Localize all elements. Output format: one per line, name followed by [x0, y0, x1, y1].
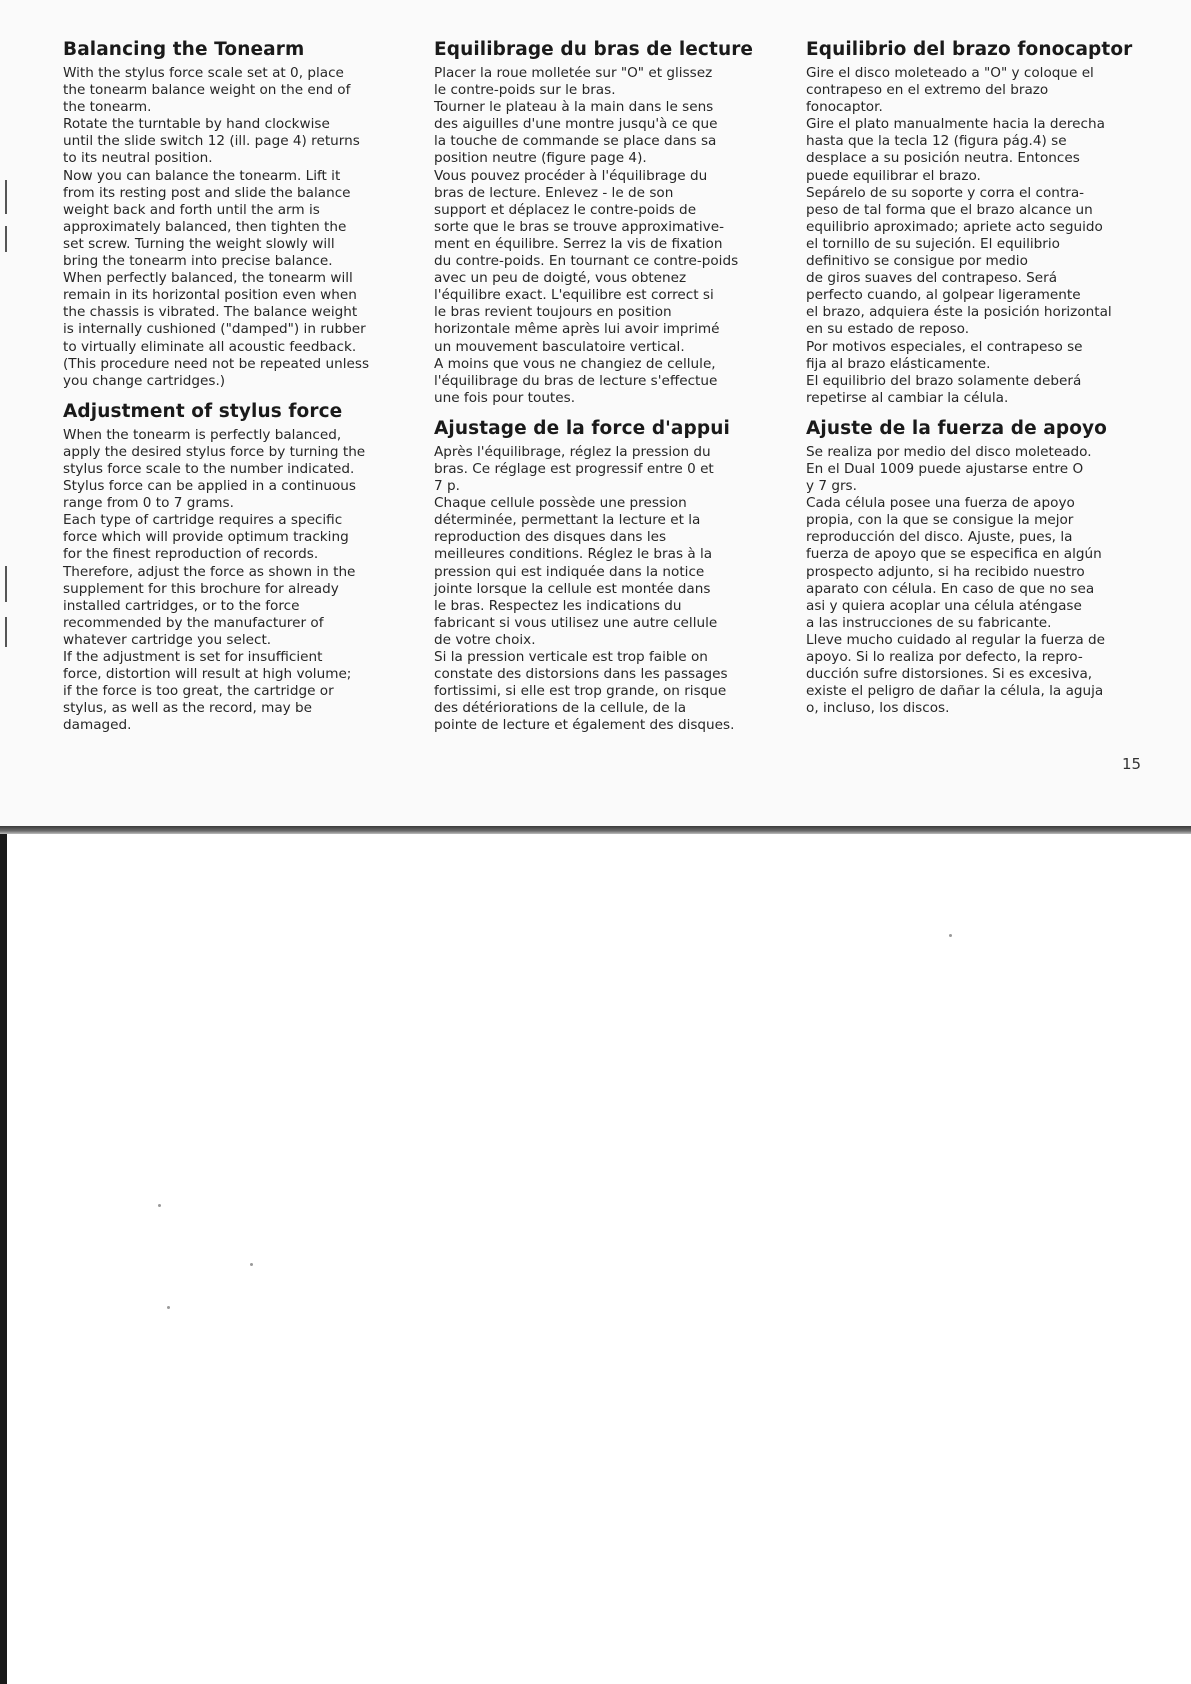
margin-mark — [5, 617, 7, 647]
margin-mark — [5, 180, 7, 214]
spanish-column — [806, 38, 1151, 717]
margin-mark — [5, 566, 7, 602]
margin-mark — [5, 226, 7, 252]
section-title-fuerza-apoyo: Ajuste de la fuerza de apoyo — [806, 417, 1107, 439]
paragraph-stylus-force: When the tonearm is perfectly balanced, apply the desired stylus force by turning the stylus force scale to the number indicated. Stylus force can be applied in a continuous range from 0 to 7 grams. Each type of cartridge requires a specific force which will provide optimum tracking for the finest reproduction of records. Therefore, adjust the force as shown in the supplement for this brochure for already installed cartridges, or to the force recommended by the manufacturer of whatever cartridge you select. If the adjustment is set for insufficient force, distortion will result at high volume; if the force is too great, the cartridge or stylus, as well as the record, may be damaged. — [63, 426, 366, 734]
paragraph-fuerza-apoyo: Se realiza por medio del disco moleteado. En el Dual 1009 puede ajustarse entre O y 7 grs. Cada célula posee una fuerza de apoyo propia, con la que se consigue la mejor reproducción del disco. Ajuste, pues, la fuerza de apoyo que se especifica en algún prospecto adjunto, si ha recibido nuestro aparato con célula. En caso de que no sea asi y quiera acoplar una célula aténgase a las instrucciones de su fabricante. Lleve mucho cuidado al regular la fuerza de apoyo. Si lo realiza por defecto, la repro- ducción sufre distorsiones. Si es excesiva, existe el peligro de dañar la célula, la aguja o, incluso, los discos. — [806, 443, 1106, 717]
section-title-balancing-tonearm: Balancing the Tonearm — [63, 39, 305, 60]
paper-speck — [250, 1263, 253, 1266]
english-column — [63, 38, 408, 734]
binding-edge — [0, 834, 7, 1684]
paragraph-equilibrage: Placer la roue molletée sur "O" et glissez le contre-poids sur le bras. Tourner le plateau à la main dans le sens des aiguilles d'une montre jusqu'à ce que la touche de commande se place dans sa position neutre (figure page 4). Vous pouvez procéder à l'équilibrage du bras de lecture. Enlevez - le de son support et déplacez le contre-poids de sorte que le bras se trouve approximative- ment en équilibre. Serrez la vis de fixation du contre-poids. En tournant ce contre-poids avec un peu de doigté, vous obtenez l'équilibre exact. L'equilibre est correct si le bras revient toujours en position horizontale même après lui avoir imprimé un mouvement basculatoire vertical. A moins que vous ne changiez de cellule, l'équilibrage du bras de lecture s'effectue une fois pour toutes. — [434, 65, 739, 406]
paragraph-balancing-tonearm: With the stylus force scale set at 0, place the tonearm balance weight on the end of the tonearm. Rotate the turntable by hand clockwise until the slide switch 12 (ill. page 4) returns to its neutral position. Now you can balance the tonearm. Lift it from its resting post and slide the balance weight back and forth until the arm is approximately balanced, then tighten the set screw. Turning the weight slowly will bring the tonearm into precise balance. When perfectly balanced, the tonearm will remain in its horizontal position even when the chassis is vibrated. The balance weight is internally cushioned ("damped") in rubber to virtually eliminate all acoustic feedback. (This procedure need not be repeated unless you change cartridges.) — [63, 65, 370, 389]
section-title-equilibrage: Equilibrage du bras de lecture — [434, 39, 754, 60]
section-title-equilibrio-brazo: Equilibrio del brazo fonocaptor — [806, 39, 1133, 60]
page-number: 15 — [1122, 755, 1142, 773]
french-column — [434, 38, 779, 734]
section-title-force-appui: Ajustage de la force d'appui — [434, 417, 730, 439]
paragraph-force-appui: Après l'équilibrage, réglez la pression du bras. Ce réglage est progressif entre 0 et 7 p. Chaque cellule possède une pression déterminée, permettant la lecture et la reproduction des disques dans les meilleures conditions. Réglez le bras à la pression qui est indiquée dans la notice jointe lorsque la cellule est montée dans le bras. Respectez les indications du fabricant si vous utilisez une autre cellule de votre choix. Si la pression verticale est trop faible on constate des distorsions dans les passages fortissimi, si elle est trop grande, on risque des détériorations de la cellule, de la pointe de lecture et également des disques. — [434, 443, 735, 734]
page-edge-divider — [0, 826, 1191, 834]
paper-speck — [167, 1306, 170, 1309]
paper-speck — [949, 934, 952, 937]
section-title-stylus-force: Adjustment of stylus force — [63, 400, 343, 422]
paragraph-equilibrio-brazo: Gire el disco moleteado a "O" y coloque el contrapeso en el extremo del brazo fonocaptor. Gire el plato manualmente hacia la derecha hasta que la tecla 12 (figura pág.4) se desplace a su posición neutra. Entonces puede equilibrar el brazo. Sepárelo de su soporte y corra el contra- peso de tal forma que el brazo alcance un equilibrio aproximado; apriete acto seguido el tornillo de su sujeción. El equilibrio definitivo se consigue por medio de giros suaves del contrapeso. Será perfecto cuando, al golpear ligeramente el brazo, adquiera éste la posición horizontal en su estado de reposo. Por motivos especiales, el contrapeso se fija al brazo elásticamente. El equilibrio del brazo solamente deberá repetirse al cambiar la célula. — [806, 65, 1112, 406]
paper-speck — [158, 1204, 161, 1207]
